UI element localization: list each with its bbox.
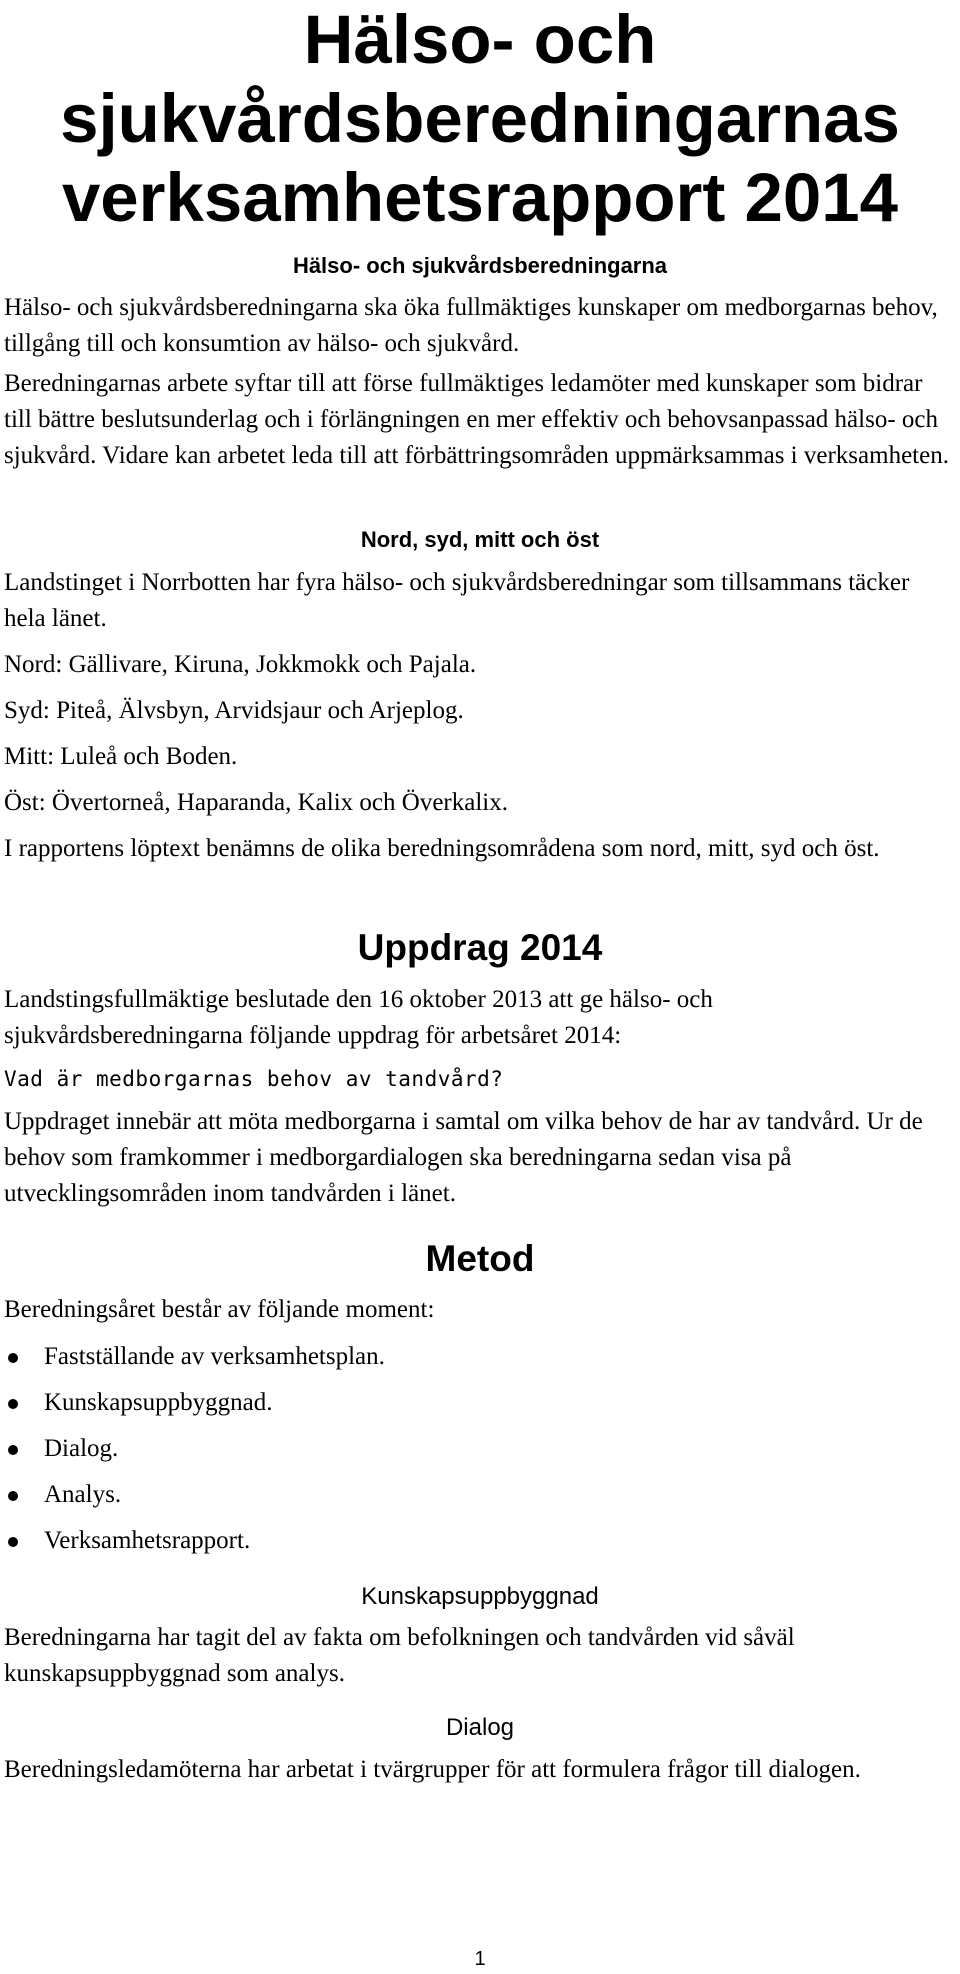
bullet-icon xyxy=(8,1537,18,1547)
section-heading-metod: Metod xyxy=(425,1238,535,1279)
region-ost: Öst: Övertorneå, Haparanda, Kalix och Överkalix. xyxy=(4,789,508,816)
regions-paragraph-1: Landstinget i Norrbotten har fyra hälso- och sjukvårdsberedningar som tillsammans täcker hela länet. xyxy=(4,569,910,632)
regions-paragraph-2: I rapportens löptext benämns de olika beredningsområdena som nord, mitt, syd och öst. xyxy=(4,835,880,862)
list-item xyxy=(0,1472,950,1518)
section-heading-intro: Hälso- och sjukvårdsberedningarna xyxy=(292,253,668,278)
bullet-icon xyxy=(8,1353,18,1363)
list-item xyxy=(0,1380,950,1426)
bullet-icon xyxy=(8,1491,18,1501)
kunskap-paragraph: Beredningarna har tagit del av fakta om befolkningen och tandvården vid såväl kunskapsuppbyggnad som analys. xyxy=(4,1624,795,1687)
dialog-paragraph: Beredningsledamöterna har arbetat i tvärgrupper för att formulera frågor till dialogen. xyxy=(4,1756,861,1783)
region-syd: Syd: Piteå, Älvsbyn, Arvidsjaur och Arjeplog. xyxy=(4,697,464,724)
uppdrag-question: Vad är medborgarnas behov av tandvård? xyxy=(4,1067,504,1091)
metod-intro: Beredningsåret består av följande moment: xyxy=(4,1296,435,1323)
bullet-icon xyxy=(8,1399,18,1409)
section-heading-uppdrag: Uppdrag 2014 xyxy=(357,927,603,968)
list-item xyxy=(0,1426,950,1472)
list-item-label: Analys. xyxy=(44,1481,122,1508)
metod-list xyxy=(0,1334,950,1564)
list-item xyxy=(0,1518,950,1564)
intro-paragraph-2: Beredningarnas arbete syftar till att förse fullmäktiges ledamöter med kunskaper som bidrar till bättre beslutsunderlag och i förlängningen en mer effektiv och behovsanpassad hälso- och sjukvård. Vidare kan arbetet leda till att förbättringsområden uppmärksammas i verksamheten. xyxy=(4,370,949,469)
bullet-icon xyxy=(8,1445,18,1455)
list-item xyxy=(0,1334,950,1380)
section-heading-regions: Nord, syd, mitt och öst xyxy=(360,527,600,552)
intro-paragraph-1: Hälso- och sjukvårdsberedningarna ska öka fullmäktiges kunskaper om medborgarnas behov, tillgång till och konsumtion av hälso- och sjukvård. xyxy=(4,294,938,357)
page-title: Hälso- och sjukvårdsberedningarnas verksamhetsrapport 2014 xyxy=(60,1,900,236)
region-nord: Nord: Gällivare, Kiruna, Jokkmokk och Pajala. xyxy=(4,651,477,678)
list-item-label: Dialog. xyxy=(44,1435,119,1462)
section-heading-dialog: Dialog xyxy=(445,1714,515,1741)
section-heading-kunskap: Kunskapsuppbyggnad xyxy=(361,1583,599,1610)
page-number: 1 xyxy=(474,1948,486,1970)
uppdrag-paragraph-1: Landstingsfullmäktige beslutade den 16 oktober 2013 att ge hälso- och sjukvårdsberedningarna följande uppdrag för arbetsåret 2014: xyxy=(4,986,713,1049)
list-item-label: Kunskapsuppbyggnad. xyxy=(44,1389,273,1416)
list-item-label: Verksamhetsrapport. xyxy=(44,1527,251,1554)
list-item-label: Fastställande av verksamhetsplan. xyxy=(44,1343,385,1370)
region-mitt: Mitt: Luleå och Boden. xyxy=(4,743,238,770)
uppdrag-paragraph-2: Uppdraget innebär att möta medborgarna i samtal om vilka behov de har av tandvård. Ur de behov som framkommer i medborgardialogen ska beredningarna sedan visa på utvecklingsområden inom tandvården i länet. xyxy=(4,1108,923,1207)
